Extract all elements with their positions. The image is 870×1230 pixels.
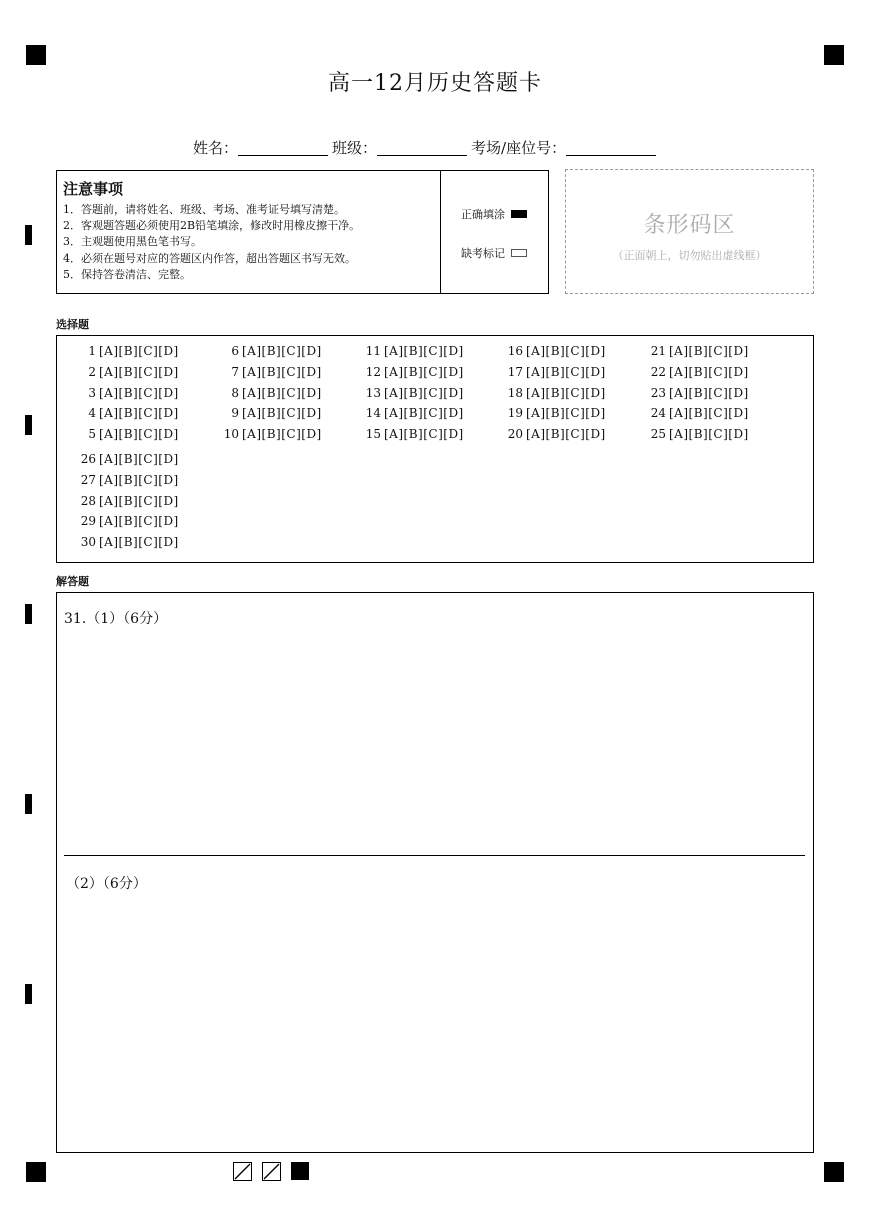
mc-question-row[interactable]: [361, 344, 491, 365]
mc-question-number: 11: [365, 344, 381, 358]
corner-mark-bottom-right: [824, 1162, 844, 1182]
notice-item: 1．答题前，请将姓名、班级、考场、准考证号填写清楚。: [63, 203, 345, 216]
mc-options[interactable]: [A][B][C][D]: [669, 406, 749, 421]
notice-divider: [440, 171, 441, 293]
answer-section-label: 解答题: [56, 575, 89, 588]
mc-options[interactable]: [A][B][C][D]: [669, 364, 749, 379]
mc-question-row[interactable]: [219, 406, 349, 427]
mc-question-row[interactable]: [219, 427, 349, 448]
correct-fill-label: 正确填涂: [461, 208, 505, 221]
corner-mark-top-right: [824, 45, 844, 65]
mc-question-row[interactable]: [76, 452, 206, 473]
mc-options[interactable]: [A][B][C][D]: [242, 385, 322, 400]
mc-question-number: 8: [231, 385, 239, 400]
mc-question-row[interactable]: [646, 386, 776, 407]
mc-question-row[interactable]: [361, 386, 491, 407]
mc-question-row[interactable]: [76, 386, 206, 407]
mc-question-number: 14: [365, 406, 381, 421]
mc-options[interactable]: [A][B][C][D]: [99, 535, 179, 550]
mc-question-row[interactable]: [76, 344, 206, 365]
page-mark-slash-2: [262, 1162, 281, 1181]
mc-options[interactable]: [A][B][C][D]: [669, 385, 749, 400]
mc-question-row[interactable]: [76, 365, 206, 386]
page-mark-solid: [291, 1162, 309, 1180]
mc-question-row[interactable]: [503, 406, 633, 427]
mc-question-row[interactable]: [503, 386, 633, 407]
mc-question-row[interactable]: [76, 427, 206, 448]
mc-options[interactable]: [A][B][C][D]: [99, 385, 179, 400]
side-timing-mark: [25, 604, 32, 624]
mc-question-row[interactable]: [76, 514, 206, 535]
notice-heading: 注意事项: [63, 180, 124, 198]
notice-box: [56, 170, 549, 294]
name-label: 姓名：: [193, 139, 239, 157]
mc-options[interactable]: [A][B][C][D]: [526, 385, 606, 400]
mc-options[interactable]: [A][B][C][D]: [242, 406, 322, 421]
mc-question-row[interactable]: [219, 365, 349, 386]
mc-question-number: 20: [507, 427, 523, 442]
mc-question-number: 19: [507, 406, 523, 421]
mc-question-number: 24: [650, 406, 666, 421]
notice-item: 3．主观题使用黑色笔书写。: [63, 235, 202, 249]
mc-question-number: 9: [231, 406, 239, 421]
mc-question-row[interactable]: [361, 365, 491, 386]
mc-question-number: 5: [88, 427, 96, 442]
mc-options[interactable]: [A][B][C][D]: [384, 406, 464, 421]
corner-mark-bottom-left: [26, 1162, 46, 1182]
barcode-title: 条形码区: [643, 213, 736, 238]
class-label: 班级：: [332, 139, 378, 157]
mc-options[interactable]: [A][B][C][D]: [384, 427, 464, 442]
mc-options[interactable]: [A][B][C][D]: [669, 344, 749, 358]
mc-question-row[interactable]: [76, 473, 206, 494]
mc-question-number: 13: [365, 385, 381, 400]
mc-question-row[interactable]: [503, 427, 633, 448]
mc-options[interactable]: [A][B][C][D]: [526, 344, 606, 358]
mc-question-number: 17: [507, 364, 523, 379]
side-timing-mark: [25, 415, 32, 435]
corner-mark-top-left: [26, 45, 46, 65]
mc-question-number: 10: [223, 427, 239, 442]
mc-options[interactable]: [A][B][C][D]: [242, 364, 322, 379]
mc-options[interactable]: [A][B][C][D]: [384, 364, 464, 379]
mc-options[interactable]: [A][B][C][D]: [99, 472, 179, 487]
mc-options[interactable]: [A][B][C][D]: [99, 493, 179, 508]
page-mark-slash-1: [233, 1162, 252, 1181]
mc-question-row[interactable]: [361, 406, 491, 427]
mc-question-number: 15: [365, 427, 381, 442]
mc-question-number: 3: [88, 385, 96, 400]
mc-question-row[interactable]: [503, 344, 633, 365]
mc-question-number: 26: [80, 452, 96, 466]
mc-question-number: 27: [80, 472, 96, 487]
mc-options[interactable]: [A][B][C][D]: [384, 344, 464, 358]
mc-options[interactable]: [A][B][C][D]: [526, 406, 606, 421]
mc-question-number: 16: [507, 344, 523, 358]
mc-question-row[interactable]: [503, 365, 633, 386]
mc-question-row[interactable]: [646, 406, 776, 427]
mc-options[interactable]: [A][B][C][D]: [99, 364, 179, 379]
filled-mark-sample: [511, 210, 527, 218]
mc-question-number: 29: [80, 514, 96, 529]
mc-question-number: 4: [88, 406, 96, 421]
mc-question-row[interactable]: [646, 365, 776, 386]
correct-fill-legend: [461, 206, 527, 222]
absent-mark-checkbox[interactable]: [511, 249, 527, 257]
mc-question-number: 23: [650, 385, 666, 400]
mc-options[interactable]: [A][B][C][D]: [242, 427, 322, 442]
mc-question-number: 22: [650, 364, 666, 379]
barcode-area: [565, 169, 814, 294]
seat-label: 考场/座位号：: [471, 139, 567, 157]
mc-question-number: 12: [365, 364, 381, 379]
mc-question-row[interactable]: [219, 386, 349, 407]
mc-question-number: 2: [88, 364, 96, 379]
mc-question-number: 28: [80, 493, 96, 508]
notice-item: 4．必须在题号对应的答题区内作答，超出答题区书写无效。: [63, 251, 356, 265]
mc-question-row[interactable]: [76, 406, 206, 427]
mc-question-row[interactable]: [76, 535, 206, 556]
side-timing-mark: [25, 984, 32, 1004]
mc-options[interactable]: [A][B][C][D]: [526, 427, 606, 442]
mc-column: [361, 344, 491, 448]
barcode-hint: （正面朝上，切勿贴出虚线框）: [612, 249, 767, 262]
mc-column: [76, 344, 206, 448]
notice-item: 5．保持答卷清洁、完整。: [63, 267, 191, 281]
absent-mark-label: 缺考标记: [461, 247, 505, 260]
mc-column: [76, 452, 206, 556]
notice-item: 2．客观题答题必须使用2B铅笔填涂，修改时用橡皮擦干净。: [63, 219, 361, 233]
mc-question-number: 18: [507, 385, 523, 400]
mc-column: [219, 344, 349, 448]
mc-question-number: 25: [650, 427, 666, 442]
mc-question-number: 7: [231, 364, 239, 379]
mc-question-number: 6: [231, 344, 239, 358]
mc-options[interactable]: [A][B][C][D]: [99, 452, 179, 466]
answer-box[interactable]: [56, 592, 814, 1153]
class-field[interactable]: [377, 139, 467, 156]
mc-section-label: 选择题: [56, 318, 89, 331]
mc-options[interactable]: [A][B][C][D]: [99, 514, 179, 529]
page-title: 高一12月历史答题卡: [328, 71, 542, 96]
mc-question-row[interactable]: [219, 344, 349, 365]
question-31-1-label: 31.（1）（6分）: [64, 611, 168, 627]
name-field[interactable]: [238, 139, 328, 156]
mc-question-row[interactable]: [646, 344, 776, 365]
mc-options[interactable]: [A][B][C][D]: [669, 427, 749, 442]
side-timing-mark: [25, 794, 32, 814]
mc-question-number: 30: [80, 535, 96, 550]
mc-question-row[interactable]: [646, 427, 776, 448]
mc-question-number: 1: [88, 344, 96, 358]
mc-column: [503, 344, 633, 448]
mc-options[interactable]: [A][B][C][D]: [99, 427, 179, 442]
mc-options[interactable]: [A][B][C][D]: [99, 406, 179, 421]
student-info-row: [193, 137, 660, 158]
mc-column: [646, 344, 776, 448]
mc-question-row[interactable]: [361, 427, 491, 448]
mc-options[interactable]: [A][B][C][D]: [99, 344, 179, 358]
question-31-2-label: （2）（6分）: [66, 876, 147, 892]
seat-field[interactable]: [566, 139, 656, 156]
side-timing-mark: [25, 225, 32, 245]
mc-question-row[interactable]: [76, 494, 206, 515]
answer-divider: [64, 855, 805, 856]
mc-options[interactable]: [A][B][C][D]: [384, 385, 464, 400]
absent-mark-legend: [461, 245, 527, 261]
mc-options[interactable]: [A][B][C][D]: [242, 344, 322, 358]
mc-options[interactable]: [A][B][C][D]: [526, 364, 606, 379]
mc-question-number: 21: [650, 344, 666, 358]
